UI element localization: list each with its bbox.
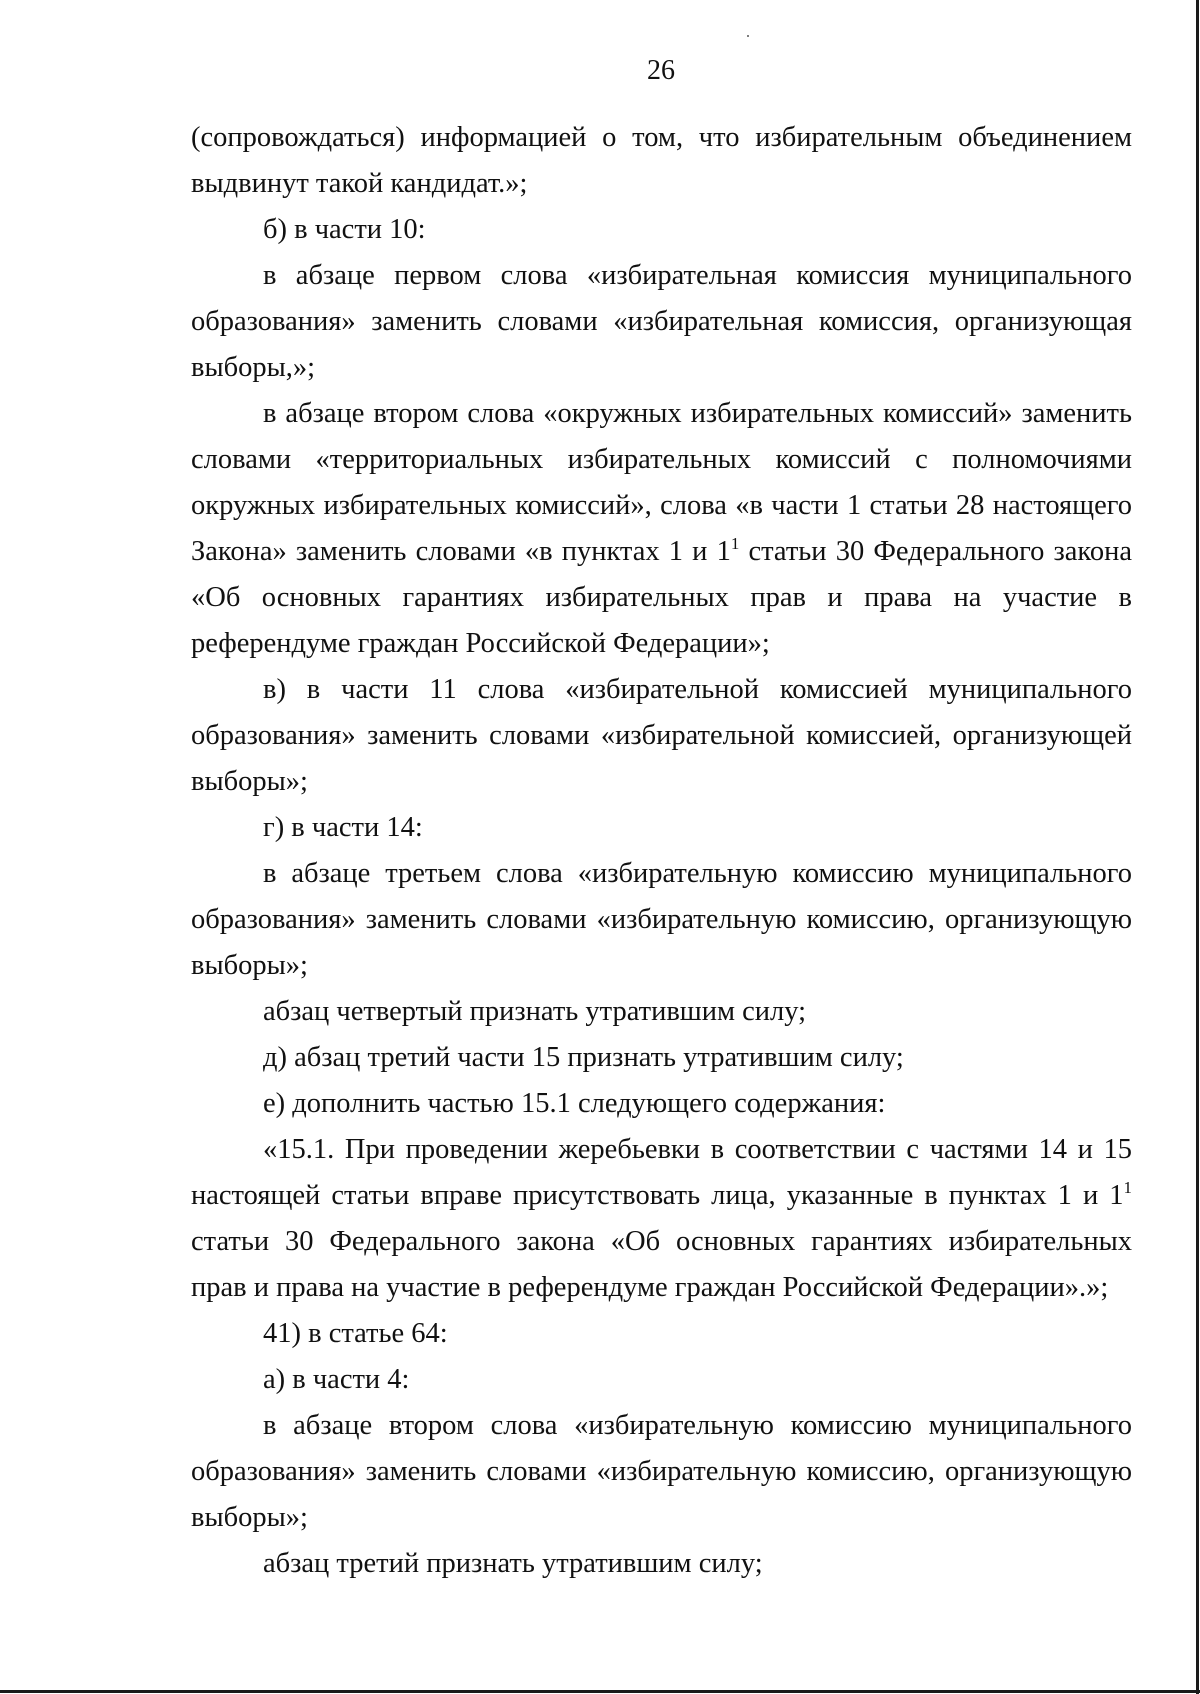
paragraph-text: а) в части 4:: [263, 1364, 410, 1395]
paragraph-5: [191, 667, 1132, 805]
paragraph-text: «15.1. При проведении жеребьевки в соответствии с частями 14 и 15 настоящей статьи вправе присутствовать лица, указанные в пунктах 1 и 1: [191, 1134, 1132, 1211]
paragraph-14: [191, 1403, 1132, 1541]
page-border-bottom: [0, 1690, 1200, 1693]
paragraph-text: в абзаце втором слова «избирательную комиссию муниципального образования» заменить словами «избирательную комиссию, организующую выборы»;: [191, 1410, 1132, 1533]
superscript: 1: [730, 534, 740, 553]
paragraph-text: г) в части 14:: [263, 812, 423, 843]
scan-speck: [747, 35, 749, 37]
paragraph-text: 41) в статье 64:: [263, 1318, 448, 1349]
paragraph-text: (сопровождаться) информацией о том, что избирательным объединением выдвинут такой кандидат.»;: [191, 122, 1132, 199]
paragraph-9: [191, 1035, 1132, 1081]
paragraph-text: абзац четвертый признать утратившим силу;: [263, 996, 807, 1027]
document-body: [191, 115, 1132, 1587]
paragraph-text: в абзаце втором слова «окружных избирательных комиссий» заменить словами «территориальных избирательных комиссий с полномочиями окружных избирательных комиссий», слова «в части 1 статьи 28 настоящего Закона» заменить словами «в пунктах 1 и 1: [191, 398, 1132, 567]
paragraph-6: [191, 805, 1132, 851]
paragraph-text: в) в части 11 слова «избирательной комиссией муниципального образования» заменить словами «избирательной комиссией, организующей выборы»;: [191, 674, 1132, 797]
paragraph-text: в абзаце третьем слова «избирательную комиссию муниципального образования» заменить словами «избирательную комиссию, организующую выборы»;: [191, 858, 1132, 981]
paragraph-13: [191, 1357, 1132, 1403]
paragraph-12: [191, 1311, 1132, 1357]
paragraph-text: б) в части 10:: [263, 214, 426, 245]
page-number: 26: [647, 55, 675, 86]
paragraph-text: в абзаце первом слова «избирательная комиссия муниципального образования» заменить словами «избирательная комиссия, организующая выборы,»;: [191, 260, 1132, 383]
paragraph-11: [191, 1127, 1132, 1311]
paragraph-text-tail: статьи 30 Федерального закона «Об основных гарантиях избирательных прав и права на участие в референдуме граждан Российской Федерации».»;: [191, 1226, 1132, 1303]
page-border-right: [1196, 0, 1199, 1694]
superscript: 1: [1123, 1178, 1132, 1197]
paragraph-10: [191, 1081, 1132, 1127]
paragraph-1: [191, 115, 1132, 207]
paragraph-text: д) абзац третий части 15 признать утратившим силу;: [263, 1042, 904, 1073]
paragraph-15: [191, 1541, 1132, 1587]
paragraph-7: [191, 851, 1132, 989]
paragraph-4: [191, 391, 1132, 667]
paragraph-2: [191, 207, 1132, 253]
paragraph-3: [191, 253, 1132, 391]
paragraph-8: [191, 989, 1132, 1035]
paragraph-text: е) дополнить частью 15.1 следующего содержания:: [263, 1088, 886, 1119]
paragraph-text: абзац третий признать утратившим силу;: [263, 1548, 763, 1579]
paragraph-text-tail: статьи 30 Федерального закона «Об основных гарантиях избирательных прав и права на участие в референдуме граждан Российской Федерации»;: [191, 536, 1132, 659]
